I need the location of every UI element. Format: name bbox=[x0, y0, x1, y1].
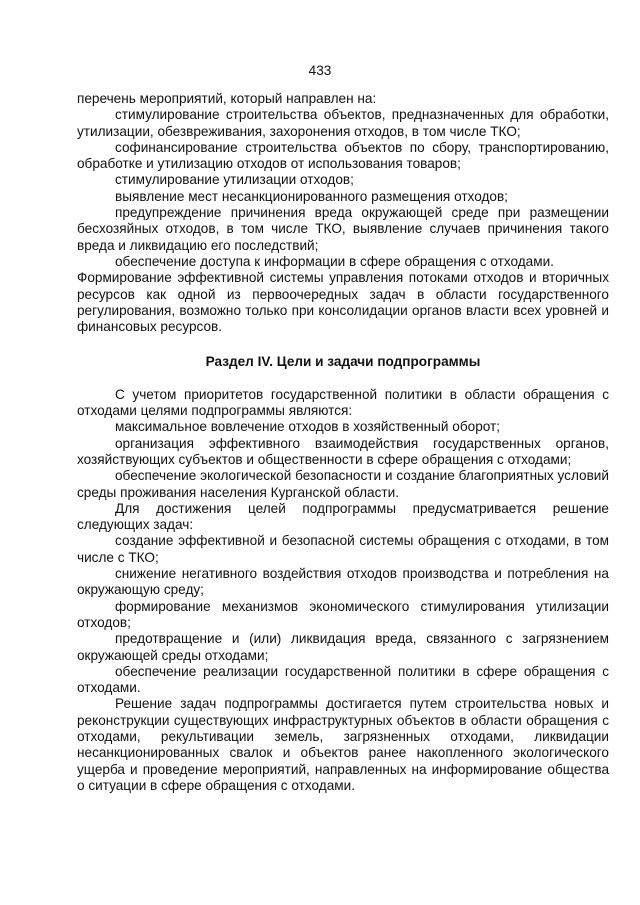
list-item: стимулирование утилизации отходов; bbox=[115, 172, 354, 188]
paragraph: Решение задач подпрограммы достигается путем строительства новых и реконструкции существующих инфраструктурных объектов в области обращения с отходами, рекультивации земель, загрязненных отходами, ликвидации несанкционированных свалок и объектов ранее накопленного экологического ущерба и проведение мероприятий, направленных на информирование общества о ситуации в сфере обращения с отходами. bbox=[77, 696, 609, 793]
section-heading: Раздел IV. Цели и задачи подпрограммы bbox=[205, 354, 481, 370]
list-item: софинансирование строительства объектов по сбору, транспортированию, обработке и утилизацию отходов от использования товаров; bbox=[77, 139, 609, 172]
paragraph: Для достижения целей подпрограммы предусматривается решение следующих задач: bbox=[77, 500, 609, 533]
list-item: обеспечение доступа к информации в сфере обращения с отходами. bbox=[115, 253, 554, 269]
list-item: выявление мест несанкционированного размещения отходов; bbox=[115, 188, 508, 204]
list-item: снижение негативного воздействия отходов производства и потребления на окружающую среду; bbox=[77, 566, 609, 598]
list-item: стимулирование строительства объектов, предназначенных для обработки, утилизации, обезвреживания, захоронения отходов, в том числе ТКО; bbox=[77, 107, 609, 139]
list-item: предотвращение и (или) ликвидация вреда, связанного с загрязнением окружающей среды отходами; bbox=[77, 631, 609, 663]
page-number: 433 bbox=[308, 63, 332, 78]
list-item: формирование механизмов экономического стимулирования утилизации отходов; bbox=[77, 598, 609, 630]
paragraph: С учетом приоритетов государственной политики в области обращения с отходами целями подпрограммы являются: bbox=[77, 386, 609, 419]
list-item: обеспечение экологической безопасности и создание благоприятных условий среды проживания населения Курганской области. bbox=[77, 468, 609, 500]
list-item: создание эффективной и безопасной системы обращения с отходами, в том числе с ТКО; bbox=[77, 533, 609, 565]
document-body bbox=[77, 91, 609, 794]
list-item: организация эффективного взаимодействия государственных органов, хозяйствующих субъектов и общественности в сфере обращения с отходами; bbox=[77, 435, 609, 467]
list-item: обеспечение реализации государственной политики в сфере обращения с отходами. bbox=[77, 663, 609, 696]
paragraph: перечень мероприятий, который направлен на: bbox=[77, 91, 377, 106]
paragraph: Формирование эффективной системы управления потоками отходов и вторичных ресурсов как одной из первоочередных задач в области государственного регулирования, возможно только при консолидации органов власти всех уровней и финансовых ресурсов. bbox=[77, 270, 609, 335]
list-item: максимальное вовлечение отходов в хозяйственный оборот; bbox=[115, 419, 501, 435]
list-item: предупреждение причинения вреда окружающей среде при размещении бесхозяйных отходов, в том числе ТКО, выявление случаев причинения такого вреда и ликвидацию его последствий; bbox=[77, 205, 609, 253]
